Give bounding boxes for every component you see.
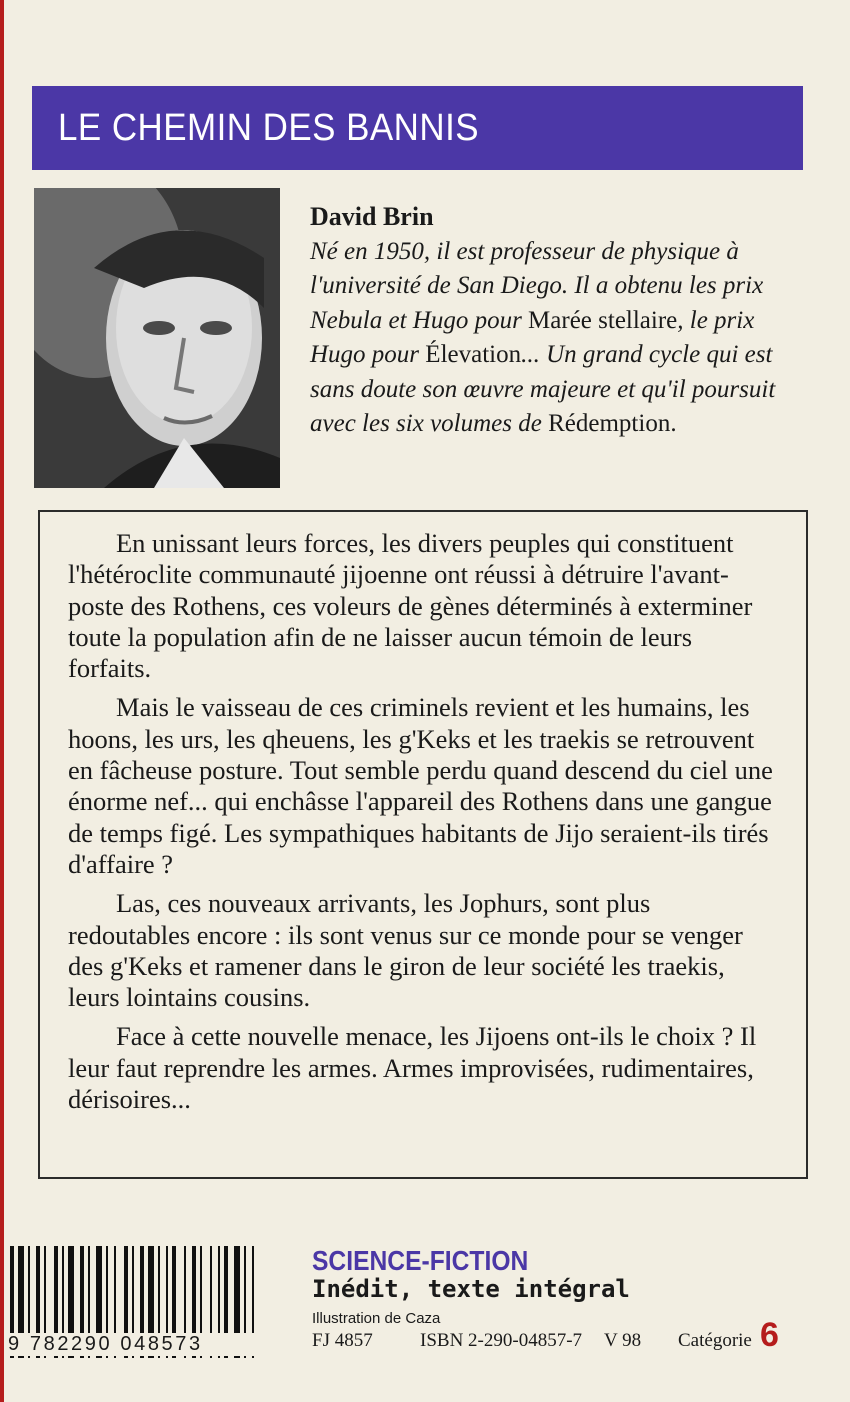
barcode-number: 9 782290 048573: [4, 1333, 290, 1356]
title-banner: [32, 86, 803, 170]
author-portrait-image: [34, 188, 280, 488]
bio-title-maree-stellaire: Marée stellaire: [528, 306, 678, 334]
category-number: 6: [760, 1316, 779, 1354]
author-bio-text: Né en 1950, il est professeur de physique à l'université de San Diego. Il a obtenu les prix Nebula et Hugo pour Marée stellaire, le prix Hugo pour Élevation... Un grand cycle qui est sans doute son œuvre majeure et qu'il poursuit avec les six volumes de Rédemption.: [310, 237, 776, 437]
bio-title-elevation: Élevation: [425, 341, 522, 368]
synopsis-box: [38, 510, 808, 1179]
category-label: Catégorie: [678, 1330, 752, 1351]
bio-title-redemption: Rédemption: [548, 410, 671, 437]
illustration-credit: Illustration de Caza: [312, 1310, 441, 1327]
synopsis-paragraph: En unissant leurs forces, les divers peuples qui constituent l'hétéroclite communauté jijoenne ont réussi à détruire l'avant-poste des Rothens, ces voleurs de gènes déterminés à exterminer toute la population afin de ne laisser aucun témoin de leurs forfaits.: [68, 528, 753, 684]
edition-label: Inédit, texte intégral: [312, 1275, 630, 1303]
author-photo: [34, 188, 280, 488]
book-title: LE CHEMIN DES BANNIS: [58, 106, 480, 149]
synopsis-paragraph: Las, ces nouveaux arrivants, les Jophurs, sont plus redoutables encore : ils sont venus sur ce monde pour se venger des g'Keks et ramener dans le giron de leur société les traekis, leurs lointains cousins.: [68, 888, 743, 1013]
author-bio: [310, 200, 800, 442]
cover-edge: [0, 0, 4, 1402]
synopsis-paragraph: Mais le vaisseau de ces criminels revient et les humains, les hoons, les urs, les qheuens, les g'Keks et les traekis se retrouvent en fâcheuse posture. Tout semble perdu quand descend du ciel une énorme nef... qui enchâsse l'appareil des Rothens dans une gangue de temps figé. Les sympathiques habitants de Jijo seraient-ils tirés d'affaire ?: [68, 692, 773, 879]
isbn-code: ISBN 2-290-04857-7: [420, 1330, 583, 1351]
genre-label: SCIENCE-FICTION: [312, 1245, 529, 1276]
synopsis-paragraph: Face à cette nouvelle menace, les Jijoens ont-ils le choix ? Il leur faut reprendre les armes. Armes improvisées, rudimentaires, dérisoires...: [68, 1021, 757, 1115]
version-code: V 98: [604, 1330, 642, 1351]
author-name: David Brin: [310, 202, 434, 231]
fj-code: FJ 4857: [312, 1330, 373, 1351]
